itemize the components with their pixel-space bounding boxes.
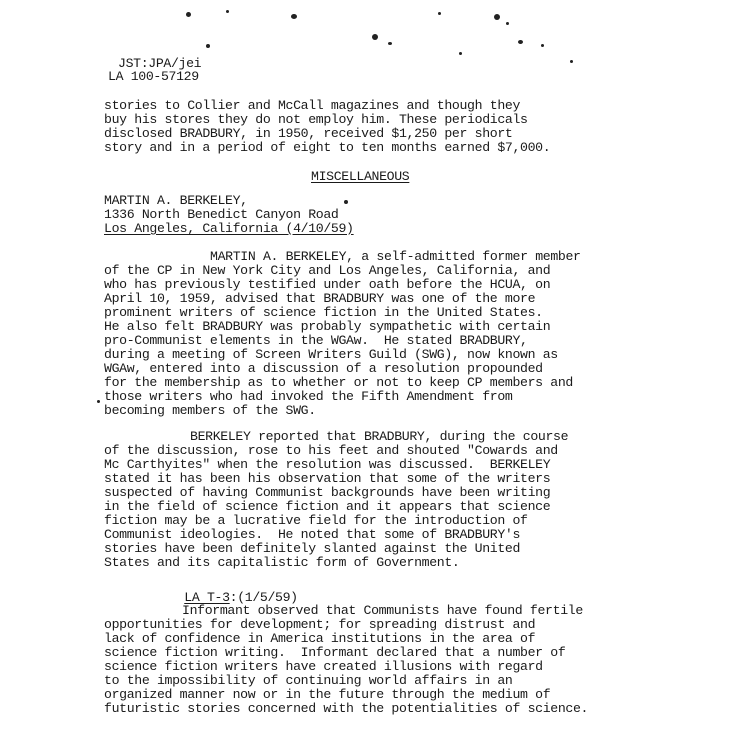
paragraph-1-line: MARTIN A. BERKELEY, a self-admitted former member [210, 249, 581, 264]
informant-label: LA T-3 [184, 590, 230, 605]
paragraph-1-line: during a meeting of Screen Writers Guild (SWG), now known as [104, 347, 558, 362]
intro-line: buy his stores they do not employ him. These periodicals [104, 112, 528, 127]
paragraph-1-line: who has previously testified under oath before the HCUA, on [104, 277, 551, 292]
paragraph-2-line: stories have been definitely slanted against the United [104, 541, 521, 556]
scan-speck [518, 40, 523, 44]
scan-speck [291, 14, 297, 19]
paragraph-2-line: suspected of having Communist backgrounds have been writing [104, 485, 551, 500]
intro-line: story and in a period of eight to ten months earned $7,000. [104, 140, 551, 155]
file-reference: JST:JPA/jei [118, 56, 202, 71]
source-city-date: Los Angeles, California (4/10/59) [104, 221, 354, 236]
case-number: LA 100-57129 [108, 69, 199, 84]
scan-speck [494, 14, 500, 20]
scan-speck [206, 44, 210, 48]
paragraph-1-line: those writers who had invoked the Fifth Amendment from [104, 389, 513, 404]
paragraph-2-line: stated it has been his observation that some of the writers [104, 471, 551, 486]
scan-speck [438, 12, 441, 15]
paragraph-3-line: science fiction writers have created illusions with regard [104, 659, 543, 674]
paragraph-1-line: prominent writers of science fiction in the United States. [104, 305, 543, 320]
paragraph-1-line: April 10, 1959, advised that BRADBURY was one of the more [104, 291, 536, 306]
paragraph-2-line: BERKELEY reported that BRADBURY, during the course [190, 429, 569, 444]
paragraph-2-line: Communist ideologies. He noted that some of BRADBURY's [104, 527, 521, 542]
paragraph-3-line: lack of confidence in America institutions in the area of [104, 631, 536, 646]
scan-speck [226, 10, 229, 13]
paragraph-3-line: to the impossibility of continuing world affairs in an [104, 673, 513, 688]
paragraph-3-line: organized manner now or in the future through the medium of [104, 687, 551, 702]
intro-line: disclosed BRADBURY, in 1950, received $1,250 per short [104, 126, 513, 141]
scan-speck [186, 12, 191, 17]
paragraph-1-line: He also felt BRADBURY was probably sympathetic with certain [104, 319, 551, 334]
source-name: MARTIN A. BERKELEY, [104, 193, 248, 208]
paragraph-1-line: of the CP in New York City and Los Angeles, California, and [104, 263, 551, 278]
section-heading: MISCELLANEOUS [311, 169, 410, 184]
paragraph-3-line: science fiction writing. Informant declared that a number of [104, 645, 566, 660]
paragraph-1-line: pro-Communist elements in the WGAw. He stated BRADBURY, [104, 333, 528, 348]
paragraph-2-line: in the field of science fiction and it appears that science [104, 499, 551, 514]
paragraph-2-line: of the discussion, rose to his feet and shouted "Cowards and [104, 443, 558, 458]
paragraph-2-line: fiction may be a lucrative field for the introduction of [104, 513, 528, 528]
scan-speck [344, 200, 348, 204]
paragraph-2-line: States and its capitalistic form of Government. [104, 555, 460, 570]
scan-speck [541, 44, 544, 47]
intro-line: stories to Collier and McCall magazines and though they [104, 98, 521, 113]
paragraph-1-line: WGAw, entered into a discussion of a resolution propounded [104, 361, 543, 376]
informant-date: :(1/5/59) [229, 590, 298, 605]
source-street: 1336 North Benedict Canyon Road [104, 207, 339, 222]
scan-speck [372, 34, 378, 40]
paragraph-3-line: futuristic stories concerned with the potentialities of science. [104, 701, 589, 716]
paragraph-3-line: opportunities for development; for spreading distrust and [104, 617, 536, 632]
paragraph-2-line: Mc Carthyites" when the resolution was discussed. BERKELEY [104, 457, 551, 472]
scan-speck [97, 400, 100, 403]
paragraph-1-line: for the membership as to whether or not to keep CP members and [104, 375, 573, 390]
paragraph-3-line: Informant observed that Communists have found fertile [182, 603, 583, 618]
scan-speck [570, 60, 573, 63]
paragraph-1-line: becoming members of the SWG. [104, 403, 316, 418]
scan-speck [506, 22, 509, 25]
scan-speck [459, 52, 462, 55]
scan-speck [388, 42, 392, 45]
